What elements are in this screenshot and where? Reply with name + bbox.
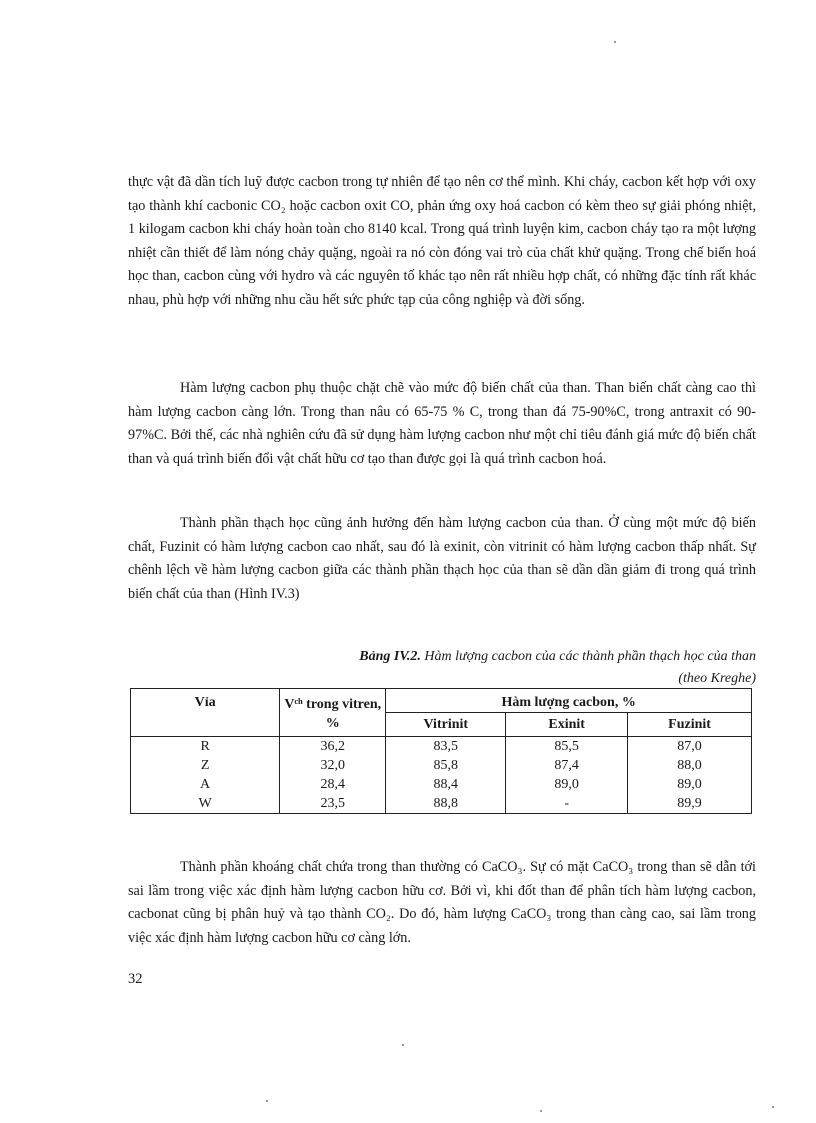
cell-via: A (200, 777, 211, 792)
paragraph-2: Hàm lượng cacbon phụ thuộc chặt chẽ vào mức độ biến chất của than. Than biến chất càng cao thì hàm lượng cacbon càng lớn. Trong than nâu có 65-75 % C, trong than đá 75-90%C, trong antraxit có 90-97%C. Bởi thế, các nhà nghiên cứu đã sử dụng hàm lượng cacbon như một chỉ tiêu đánh giá mức độ biến chất than và quá trình biến đổi vật chất hữu cơ tạo than được gọi là quá trình cacbon hoá. (128, 380, 756, 467)
cell-vitrinit: 88,8 (386, 794, 506, 814)
cell-vitrinit: 83,5 (386, 737, 506, 757)
carbon-content-table (130, 688, 752, 814)
header-vitrinit: Vitrinit (386, 713, 506, 737)
cell-fuzinit: 89,0 (628, 775, 752, 794)
cell-fuzinit: 87,0 (628, 737, 752, 757)
header-vch: Vᶜʰ trong vitren, % (280, 689, 386, 737)
cell-via: Z (200, 758, 210, 773)
cell-vitrinit: 85,8 (386, 756, 506, 775)
cell-fuzinit: 89,9 (628, 794, 752, 814)
scan-speck (772, 1106, 774, 1108)
cell-exinit: 89,0 (506, 775, 628, 794)
header-fuzinit: Fuzinit (628, 713, 752, 737)
cell-vch: 32,0 (280, 756, 386, 775)
paragraph-1: thực vật đã dần tích luỹ được cacbon trong tự nhiên để tạo nên cơ thể mình. Khi cháy, cacbon kết hợp với oxy tạo thành khí cacbonic CO₂ hoặc cacbon oxit CO, phản ứng oxy hoá cacbon có kèm theo sự giải phóng nhiệt, 1 kilogam cacbon khi cháy hoàn toàn cho 8140 kcal. Trong quá trình luyện kim, cacbon cháy tạo ra một lượng nhiệt cần thiết để làm nóng chảy quặng, ngoài ra nó còn đóng vai trò của chất khử quặng. Trong chế biến hoá học than, cacbon cùng với hydro và các nguyên tố khác tạo nên rất nhiều hợp chất, có những đặc tính rất khác nhau, phù hợp với những nhu cầu hết sức phức tạp của công nghiệp và đời sống. (128, 174, 756, 308)
table-caption (128, 646, 756, 690)
scan-speck (266, 1100, 268, 1102)
cell-vch: 23,5 (280, 794, 386, 814)
scan-speck (402, 1044, 404, 1046)
cell-vch: 28,4 (280, 775, 386, 794)
cell-via: R (131, 737, 280, 757)
table-caption-source: (theo Kreghe) (678, 671, 756, 686)
table-row (131, 737, 752, 757)
cell-exinit: - (506, 794, 628, 814)
scan-speck (614, 41, 616, 43)
table-row (131, 794, 752, 814)
table-row (131, 775, 752, 794)
paragraph-4: Thành phần khoáng chất chứa trong than thường có CaCO₃. Sự có mặt CaCO₃ trong than sẽ dẫn tới sai lầm trong việc xác định hàm lượng cacbon hữu cơ. Bởi vì, khi đốt than để phân tích hàm lượng cacbon, cacbonat cũng bị phân huỷ và tạo thành CO₂. Do đó, hàm lượng CaCO₃ trong than càng cao, sai lầm trong việc xác định hàm lượng cacbon hữu cơ càng lớn. (128, 859, 756, 946)
cell-vch: 36,2 (280, 737, 386, 757)
table-row (131, 756, 752, 775)
header-exinit: Exinit (506, 713, 628, 737)
cell-exinit: 87,4 (506, 756, 628, 775)
scan-speck (540, 1110, 542, 1112)
paragraph-3: Thành phần thạch học cũng ảnh hưởng đến hàm lượng cacbon của than. Ở cùng một mức độ biến chất, Fuzinit có hàm lượng cacbon cao nhất, sau đó là exinit, còn vitrinit có hàm lượng cacbon thấp nhất. Sự chênh lệch về hàm lượng cacbon giữa các thành phần thạch học của than sẽ dần dần giảm đi trong quá trình biến chất của than (Hình IV.3) (128, 515, 756, 602)
cell-exinit: 85,5 (506, 737, 628, 757)
header-carbon-group: Hàm lượng cacbon, % (386, 689, 752, 713)
cell-vitrinit: 88,4 (386, 775, 506, 794)
page-number: 32 (128, 971, 143, 987)
cell-fuzinit: 88,0 (628, 756, 752, 775)
header-via: Vỉa (194, 695, 216, 710)
table-caption-text: Hàm lượng cacbon của các thành phần thạch học của than (424, 649, 756, 664)
table-caption-label: Bảng IV.2. (359, 649, 421, 664)
cell-via: W (198, 796, 212, 811)
